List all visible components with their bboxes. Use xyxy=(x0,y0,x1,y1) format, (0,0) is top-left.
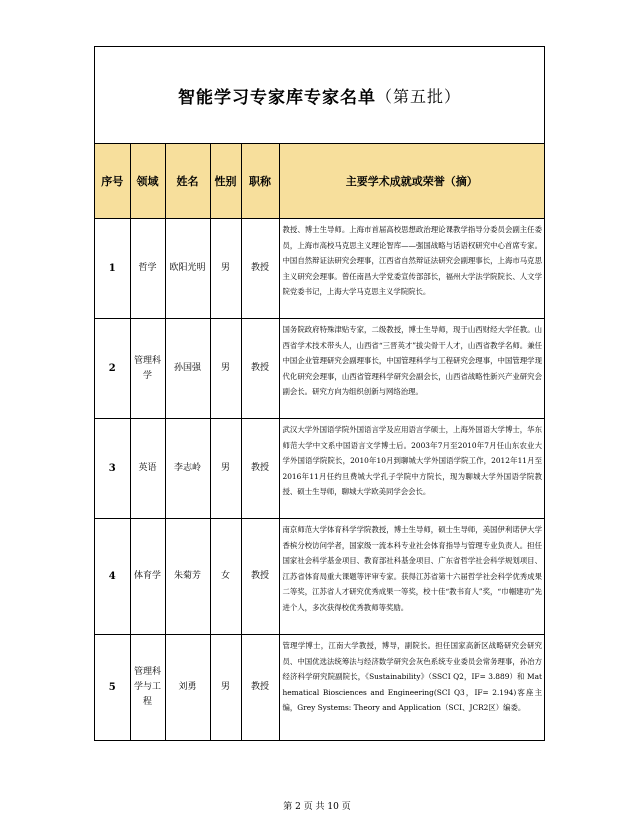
table-row xyxy=(95,519,544,635)
row-gender: 男 xyxy=(210,419,241,519)
row-field: 体育学 xyxy=(130,519,165,635)
row-gender: 女 xyxy=(210,519,241,635)
page-footer: 第 2 页 共 10 页 xyxy=(283,802,351,812)
title-area xyxy=(95,47,544,144)
row-rank: 教授 xyxy=(241,319,279,419)
row-name: 孙国强 xyxy=(165,319,210,419)
row-achievements: 国务院政府特殊津贴专家，二级教授，博士生导师，现于山西财经大学任教。山西省学术技术带头人，山西省“三晋英才”拔尖骨干人才，山西省教学名师。兼任中国企业管理研究会副理事长，中国管理科学与工程研究会理事，中国管理学现代化研究会理事，山西省管理科学研究会副会长，山西省战略性新兴产业研究会副会长。研究方向为组织创新与网络治理。 xyxy=(279,319,544,419)
row-rank: 教授 xyxy=(241,419,279,519)
header-achievements: 主要学术成就或荣誉（摘） xyxy=(279,144,544,219)
row-name: 朱菊芳 xyxy=(165,519,210,635)
row-achievements: 教授、博士生导师。上海市首届高校思想政治理论课教学指导分委员会副主任委员，上海市高校马克思主义理论智库——强国战略与话语权研究中心首席专家。中国自然辩证法研究会理事，江西省自然辩证法研究会副理事长，上海市马克思主义研究会理事。曾任南昌大学党委宣传部部长，福州大学法学院院长、人文学院党委书记，上海大学马克思主义学院院长。 xyxy=(279,219,544,319)
row-field: 管理科学与工程 xyxy=(130,635,165,740)
header-rank: 职称 xyxy=(241,144,279,219)
row-achievements: 管理学博士，江南大学教授，博导，副院长。担任国家高新区战略研究会研究员、中国优选法统筹法与经济数学研究会灰色系统专业委员会常务理事，孙冶方经济科学研究院副院长，《Sustainability》（SSCI Q2，IF= 3.889）和 Mathematical Biosciences and Engineering(SCI Q3，IF= 2.194)客座主编，Grey Systems: Theory and Application（SCI、JCR2区）编委。 xyxy=(279,635,544,740)
table-row xyxy=(95,635,544,740)
header-name: 姓名 xyxy=(165,144,210,219)
header-field: 领域 xyxy=(130,144,165,219)
header-no: 序号 xyxy=(95,144,130,219)
table-row xyxy=(95,319,544,419)
row-rank: 教授 xyxy=(241,635,279,740)
row-name: 刘勇 xyxy=(165,635,210,740)
page-title: 智能学习专家库专家名单 xyxy=(177,87,376,108)
row-number: 1 xyxy=(95,219,130,319)
row-achievements: 武汉大学外国语学院外国语言学及应用语言学硕士，上海外国语大学博士，华东师范大学中文系中国语言文学博士后。2003年7月至2010年7月任山东农业大学外国语学院院长，2010年10月到聊城大学外国语学院工作，2012年11月至2016年11月任约旦费城大学孔子学院中方院长，现为聊城大学外国语学院教授、硕士生导师，聊城大学欧美同学会会长。 xyxy=(279,419,544,519)
header-gender: 性别 xyxy=(210,144,241,219)
row-rank: 教授 xyxy=(241,219,279,319)
row-gender: 男 xyxy=(210,319,241,419)
row-rank: 教授 xyxy=(241,519,279,635)
row-field: 哲学 xyxy=(130,219,165,319)
row-number: 3 xyxy=(95,419,130,519)
table-row xyxy=(95,419,544,519)
row-field: 英语 xyxy=(130,419,165,519)
table-row xyxy=(95,219,544,319)
row-name: 李志岭 xyxy=(165,419,210,519)
page-subtitle: （第五批） xyxy=(375,86,461,106)
expert-list-table-frame xyxy=(94,46,545,741)
row-gender: 男 xyxy=(210,219,241,319)
row-number: 5 xyxy=(95,635,130,740)
row-name: 欧阳光明 xyxy=(165,219,210,319)
row-gender: 男 xyxy=(210,635,241,740)
expert-table xyxy=(95,144,544,740)
row-field: 管理科学 xyxy=(130,319,165,419)
header-row xyxy=(95,144,544,219)
row-number: 2 xyxy=(95,319,130,419)
row-achievements: 南京师范大学体育科学学院教授，博士生导师，硕士生导师，美国伊利诺伊大学香槟分校访问学者，国家级一流本科专业社会体育指导与管理专业负责人。担任国家社会科学基金项目、教育部社科基金项目、广东省哲学社会科学规划项目、江苏省体育局重大课题等评审专家。获得江苏省第十六届哲学社会科学优秀成果二等奖，江苏省人才研究优秀成果一等奖，校十佳“教书育人”奖，“巾帼建功”先进个人，多次获得校优秀教师等奖励。 xyxy=(279,519,544,635)
row-number: 4 xyxy=(95,519,130,635)
